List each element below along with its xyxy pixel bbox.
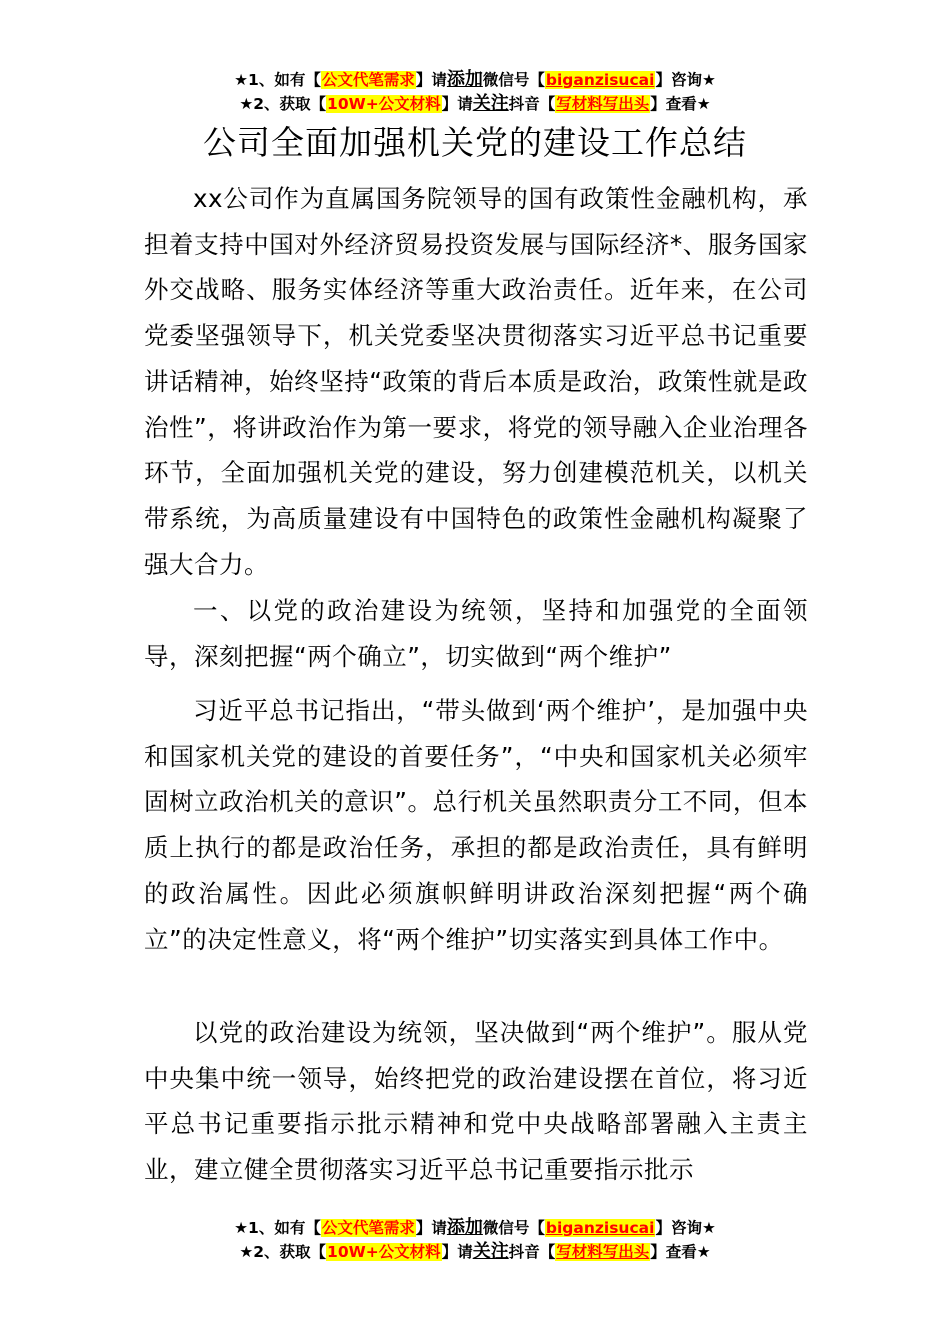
banner-text: 抖音【 — [508, 1243, 556, 1261]
banner-text: ★2、获取【 — [239, 1243, 327, 1261]
banner-text: 】咨询★ — [655, 71, 716, 89]
banner-wechat-id: biganzisucai — [545, 71, 655, 89]
banner-text: 】查看★ — [650, 95, 711, 113]
heading-text: 一、以党的政治建设为统领，坚持和加强党的全面领导，深刻把握“两个确立”，切实做到“两个维护” — [144, 596, 808, 671]
section-heading-1 — [144, 588, 808, 679]
banner-highlight-materials: 10W+公文材料 — [327, 1243, 441, 1261]
banner-line-2 — [0, 1240, 950, 1264]
banner-emphasis: 添加 — [446, 1217, 483, 1238]
banner-text: 抖音【 — [508, 95, 556, 113]
banner-text: 】请 — [415, 71, 447, 89]
banner-emphasis: 添加 — [446, 69, 483, 90]
banner-text: 】咨询★ — [655, 1219, 716, 1237]
banner-line-2 — [0, 92, 950, 116]
banner-highlight-service: 公文代笔需求 — [321, 1219, 415, 1237]
banner-text: 】请 — [441, 1243, 473, 1261]
paragraph-text: 习近平总书记指出，“带头做到‘两个维护’，是加强中央和国家机关党的建设的首要任务”，“中央和国家机关必须牢固树立政治机关的意识”。总行机关虽然职责分工不同，但本质上执行的都是政治任务，承担的都是政治责任，具有鲜明的政治属性。因此必须旗帜鲜明讲政治深刻把握“两个确立”的决定性意义，将“两个维护”切实落实到具体工作中。 — [144, 696, 808, 954]
paragraph-text: xx公司作为直属国务院领导的国有政策性金融机构，承担着支持中国对外经济贸易投资发展与国际经济*、服务国家外交战略、服务实体经济等重大政治责任。近年来，在公司党委坚强领导下，机关党委坚决贯彻落实习近平总书记重要讲话精神，始终坚持“政策的背后本质是政治，政策性就是政治性”，将讲政治作为第一要求，将党的领导融入企业治理各环节，全面加强机关党的建设，努力创建模范机关，以机关带系统，为高质量建设有中国特色的政策性金融机构凝聚了强大合力。 — [144, 184, 808, 579]
paragraph-text: 以党的政治建设为统领，坚决做到“两个维护”。服从党中央集中统一领导，始终把党的政治建设摆在首位，将习近平总书记重要指示批示精神和党中央战略部署融入主责主业，建立健全贯彻落实习近平总书记重要指示批示 — [144, 1018, 808, 1185]
banner-text: ★1、如有【 — [234, 71, 321, 89]
banner-text: 】查看★ — [650, 1243, 711, 1261]
banner-highlight-materials: 10W+公文材料 — [327, 95, 441, 113]
footer-banner — [0, 1216, 950, 1264]
banner-line-1 — [0, 1216, 950, 1240]
banner-text: 微信号【 — [482, 1219, 545, 1237]
banner-douyin-account: 写材料写出头 — [556, 95, 650, 113]
header-banner — [0, 68, 950, 116]
banner-douyin-account: 写材料写出头 — [556, 1243, 650, 1261]
banner-text: 】请 — [441, 95, 473, 113]
banner-line-1 — [0, 68, 950, 92]
body-paragraph-1 — [144, 176, 808, 587]
banner-text: ★1、如有【 — [234, 1219, 321, 1237]
document-title: 公司全面加强机关党的建设工作总结 — [203, 123, 747, 162]
banner-text: 】请 — [415, 1219, 447, 1237]
banner-wechat-id: biganzisucai — [545, 1219, 655, 1237]
banner-emphasis: 关注 — [472, 93, 509, 114]
banner-text: ★2、获取【 — [239, 95, 327, 113]
body-paragraph-3 — [144, 1010, 808, 1193]
banner-emphasis: 关注 — [472, 1241, 509, 1262]
banner-text: 微信号【 — [482, 71, 545, 89]
body-paragraph-2 — [144, 688, 808, 962]
banner-highlight-service: 公文代笔需求 — [321, 71, 415, 89]
